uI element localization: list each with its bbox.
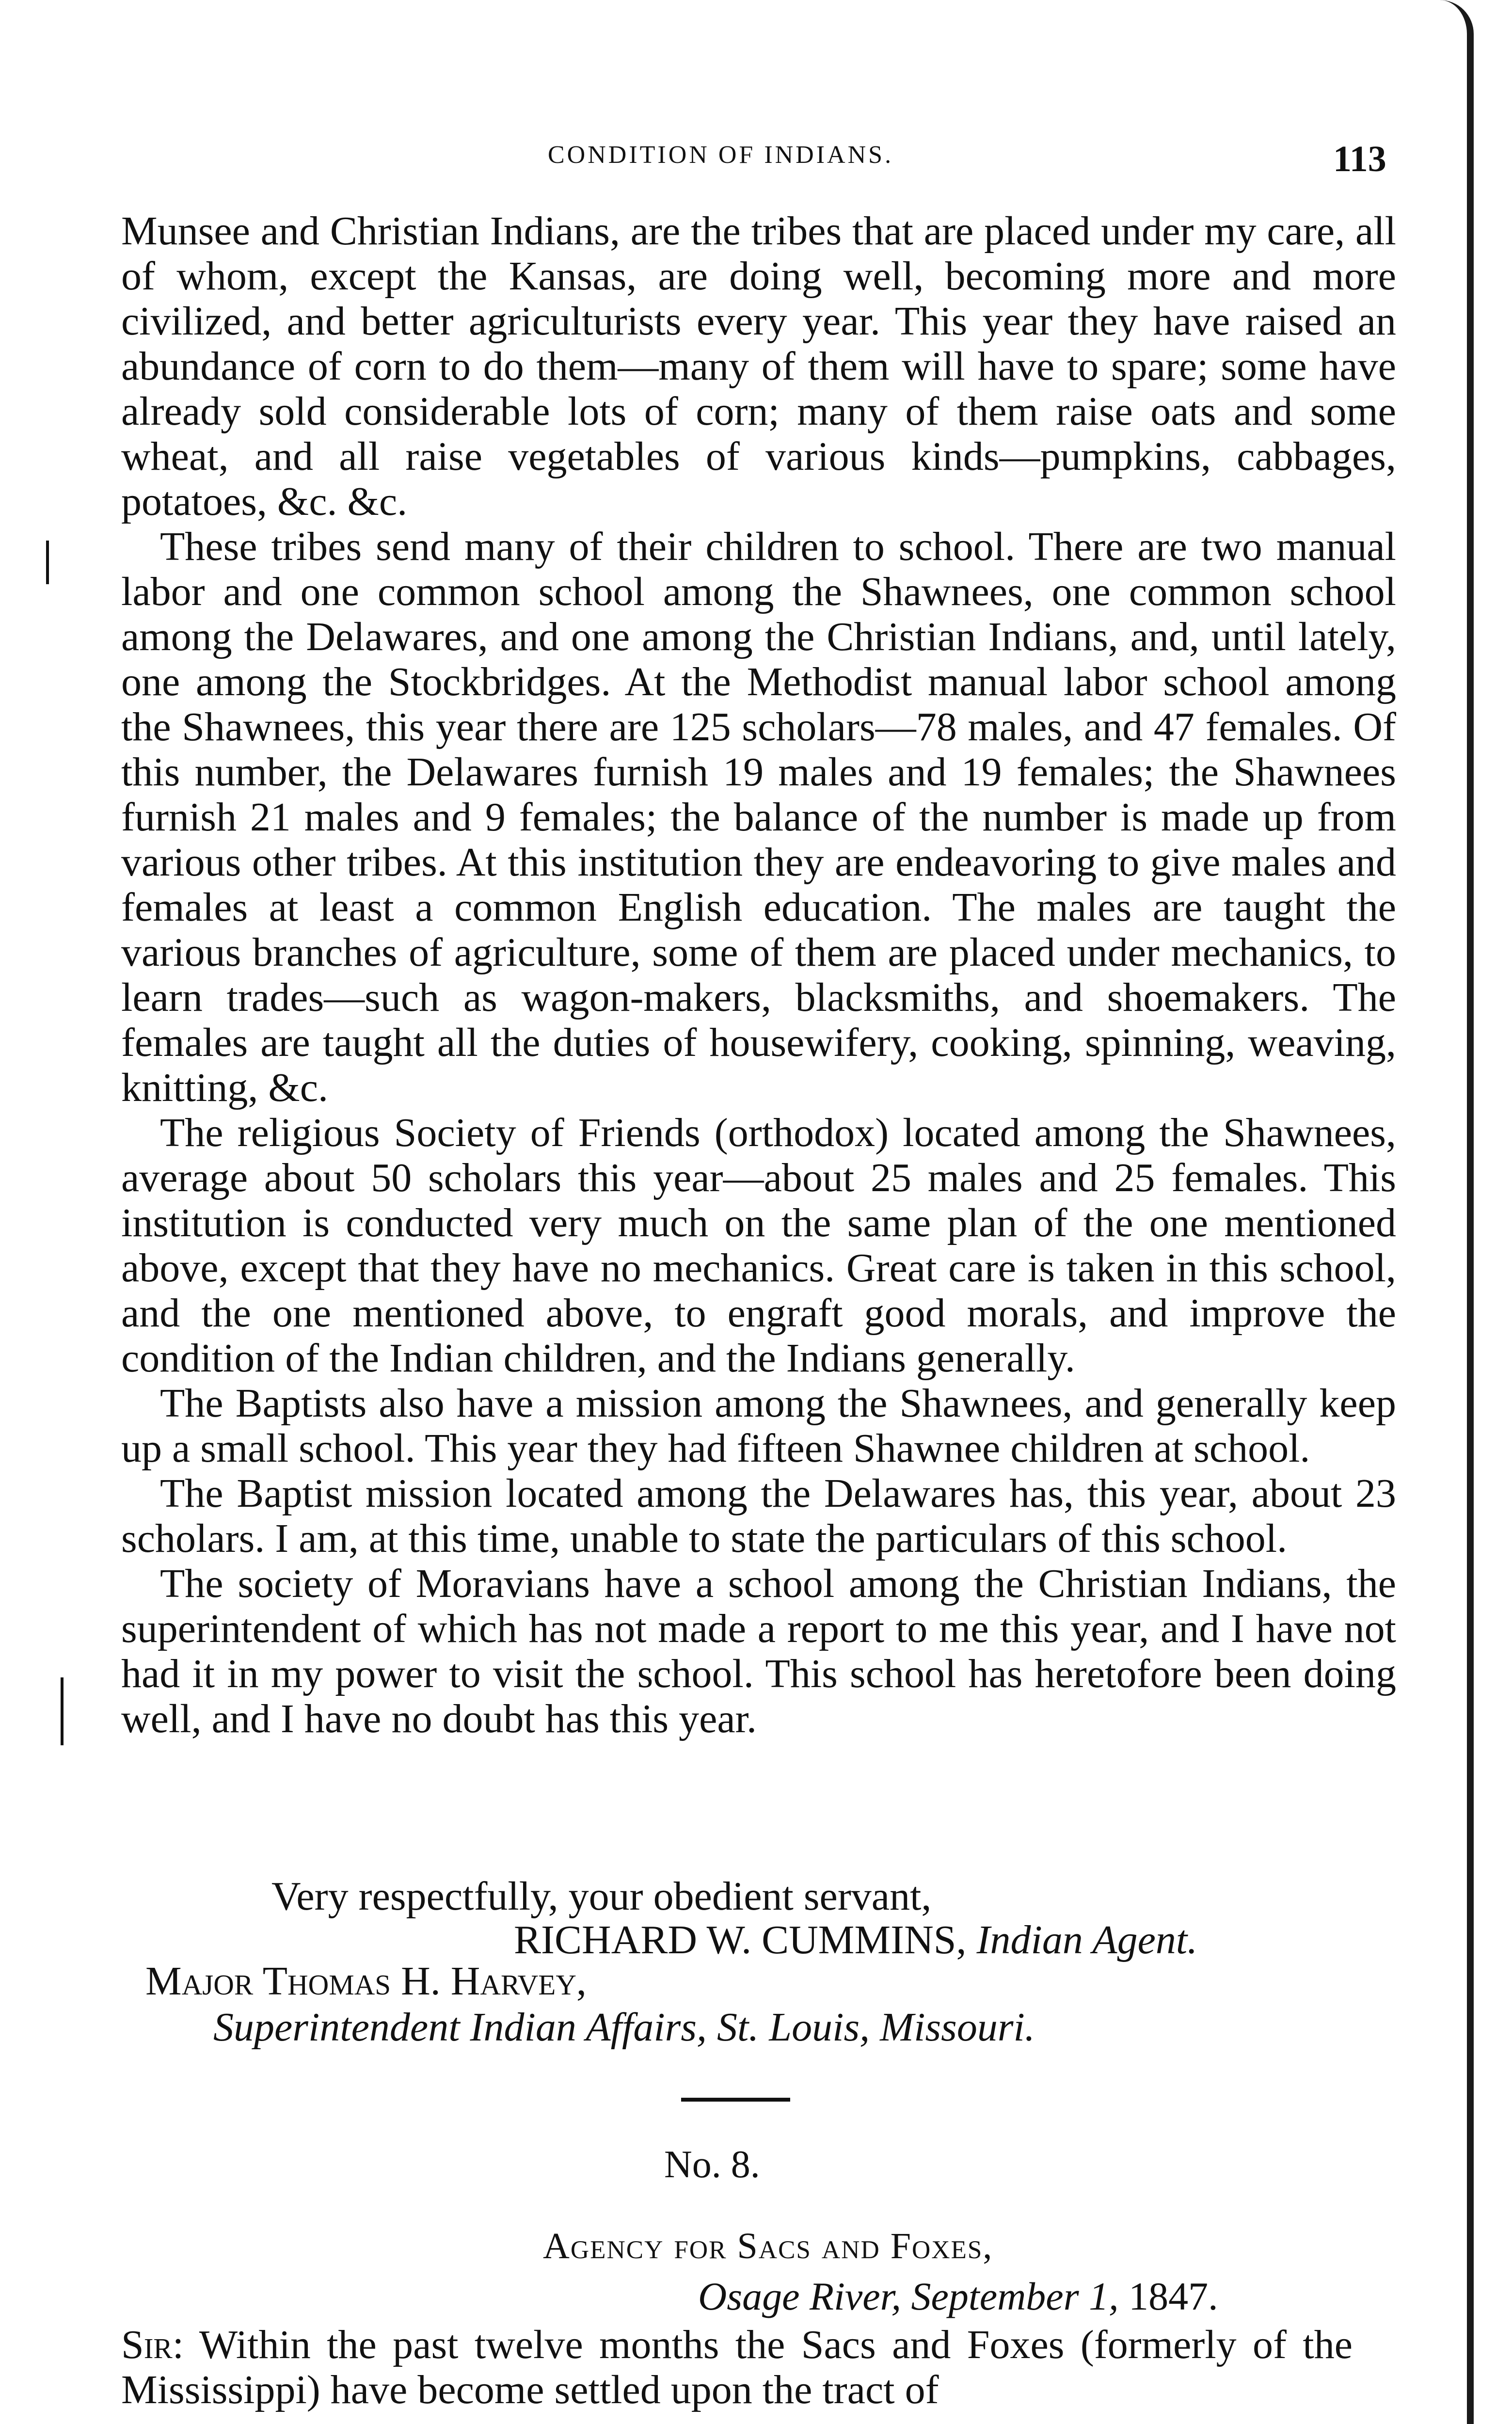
letter-opening xyxy=(121,2322,1353,2412)
signer-name: RICHARD W. CUMMINS, xyxy=(514,1917,967,1962)
running-title: CONDITION OF INDIANS. xyxy=(548,141,894,169)
margin-mark xyxy=(61,1677,64,1745)
signature-line xyxy=(514,1917,1197,1962)
margin-mark xyxy=(46,541,49,584)
date: September 1, xyxy=(911,2274,1119,2318)
paragraph: The society of Moravians have a school among the Christian Indians, the superintendent of which has not made a report to me this year, and I have not had it in my power to visit the school. This school has heretofore been doing well, and I have no doubt has this year. xyxy=(121,1561,1396,1741)
paragraph: The Baptists also have a mission among the Shawnees, and generally keep up a small school. This year they had fifteen Shawnee children at school. xyxy=(121,1381,1396,1471)
opening-text: Within the past twelve months the Sacs and Foxes (formerly of the Mississippi) have become settled upon the tract of xyxy=(121,2322,1353,2412)
paragraph: Munsee and Christian Indians, are the tribes that are placed under my care, all of whom, except the Kansas, are doing well, becoming more and more civilized, and better agriculturists every year. This year they have raised an abundance of corn to do them—many of them will have to spare; some have already sold considerable lots of corn; many of them raise oats and some wheat, and all raise vegetables of various kinds—pumpkins, cabbages, potatoes, &c. &c. xyxy=(121,208,1396,524)
section-divider xyxy=(681,2098,790,2102)
salutation: Sir: xyxy=(121,2322,184,2367)
agency-heading: Agency for Sacs and Foxes, xyxy=(543,2226,993,2266)
dateline xyxy=(698,2274,1218,2319)
page-number: 113 xyxy=(1333,139,1386,179)
valediction: Very respectfully, your obedient servant, xyxy=(271,1874,932,1919)
body-text xyxy=(121,208,1396,1741)
year: 1847. xyxy=(1129,2274,1218,2318)
place: Osage River, xyxy=(698,2274,902,2318)
addressee-name: Major Thomas H. Harvey, xyxy=(145,1959,587,2004)
addressee-title: Superintendent Indian Affairs, St. Louis, Missouri. xyxy=(213,2005,1035,2050)
paragraph: These tribes send many of their children to school. There are two manual labor and one common school among the Shawnees, one common school among the Delawares, and one among the Christian Indians, and, until lately, one among the Stockbridges. At the Methodist manual labor school among the Shawnees, this year there are 125 scholars—78 males, and 47 females. Of this number, the Delawares furnish 19 males and 19 females; the Shawnees furnish 21 males and 9 females; the balance of the number is made up from various other tribes. At this institution they are endeavoring to give males and females at least a common English education. The males are taught the various branches of agriculture, some of them are placed under mechanics, to learn trades—such as wagon-makers, blacksmiths, and shoemakers. The females are taught all the duties of housewifery, cooking, spinning, weaving, knitting, &c. xyxy=(121,524,1396,1110)
paragraph: The Baptist mission located among the Delawares has, this year, about 23 scholars. I am, at this time, unable to state the particulars of this school. xyxy=(121,1471,1396,1561)
signer-title: Indian Agent. xyxy=(976,1917,1198,1962)
document-number: No. 8. xyxy=(664,2143,760,2186)
paragraph: The religious Society of Friends (orthodox) located among the Shawnees, average about 50 scholars this year—about 25 males and 25 females. This institution is conducted very much on the same plan of the one mentioned above, except that they have no mechanics. Great care is taken in this school, and the one mentioned above, to engraft good morals, and improve the condition of the Indian children, and the Indians generally. xyxy=(121,1110,1396,1381)
